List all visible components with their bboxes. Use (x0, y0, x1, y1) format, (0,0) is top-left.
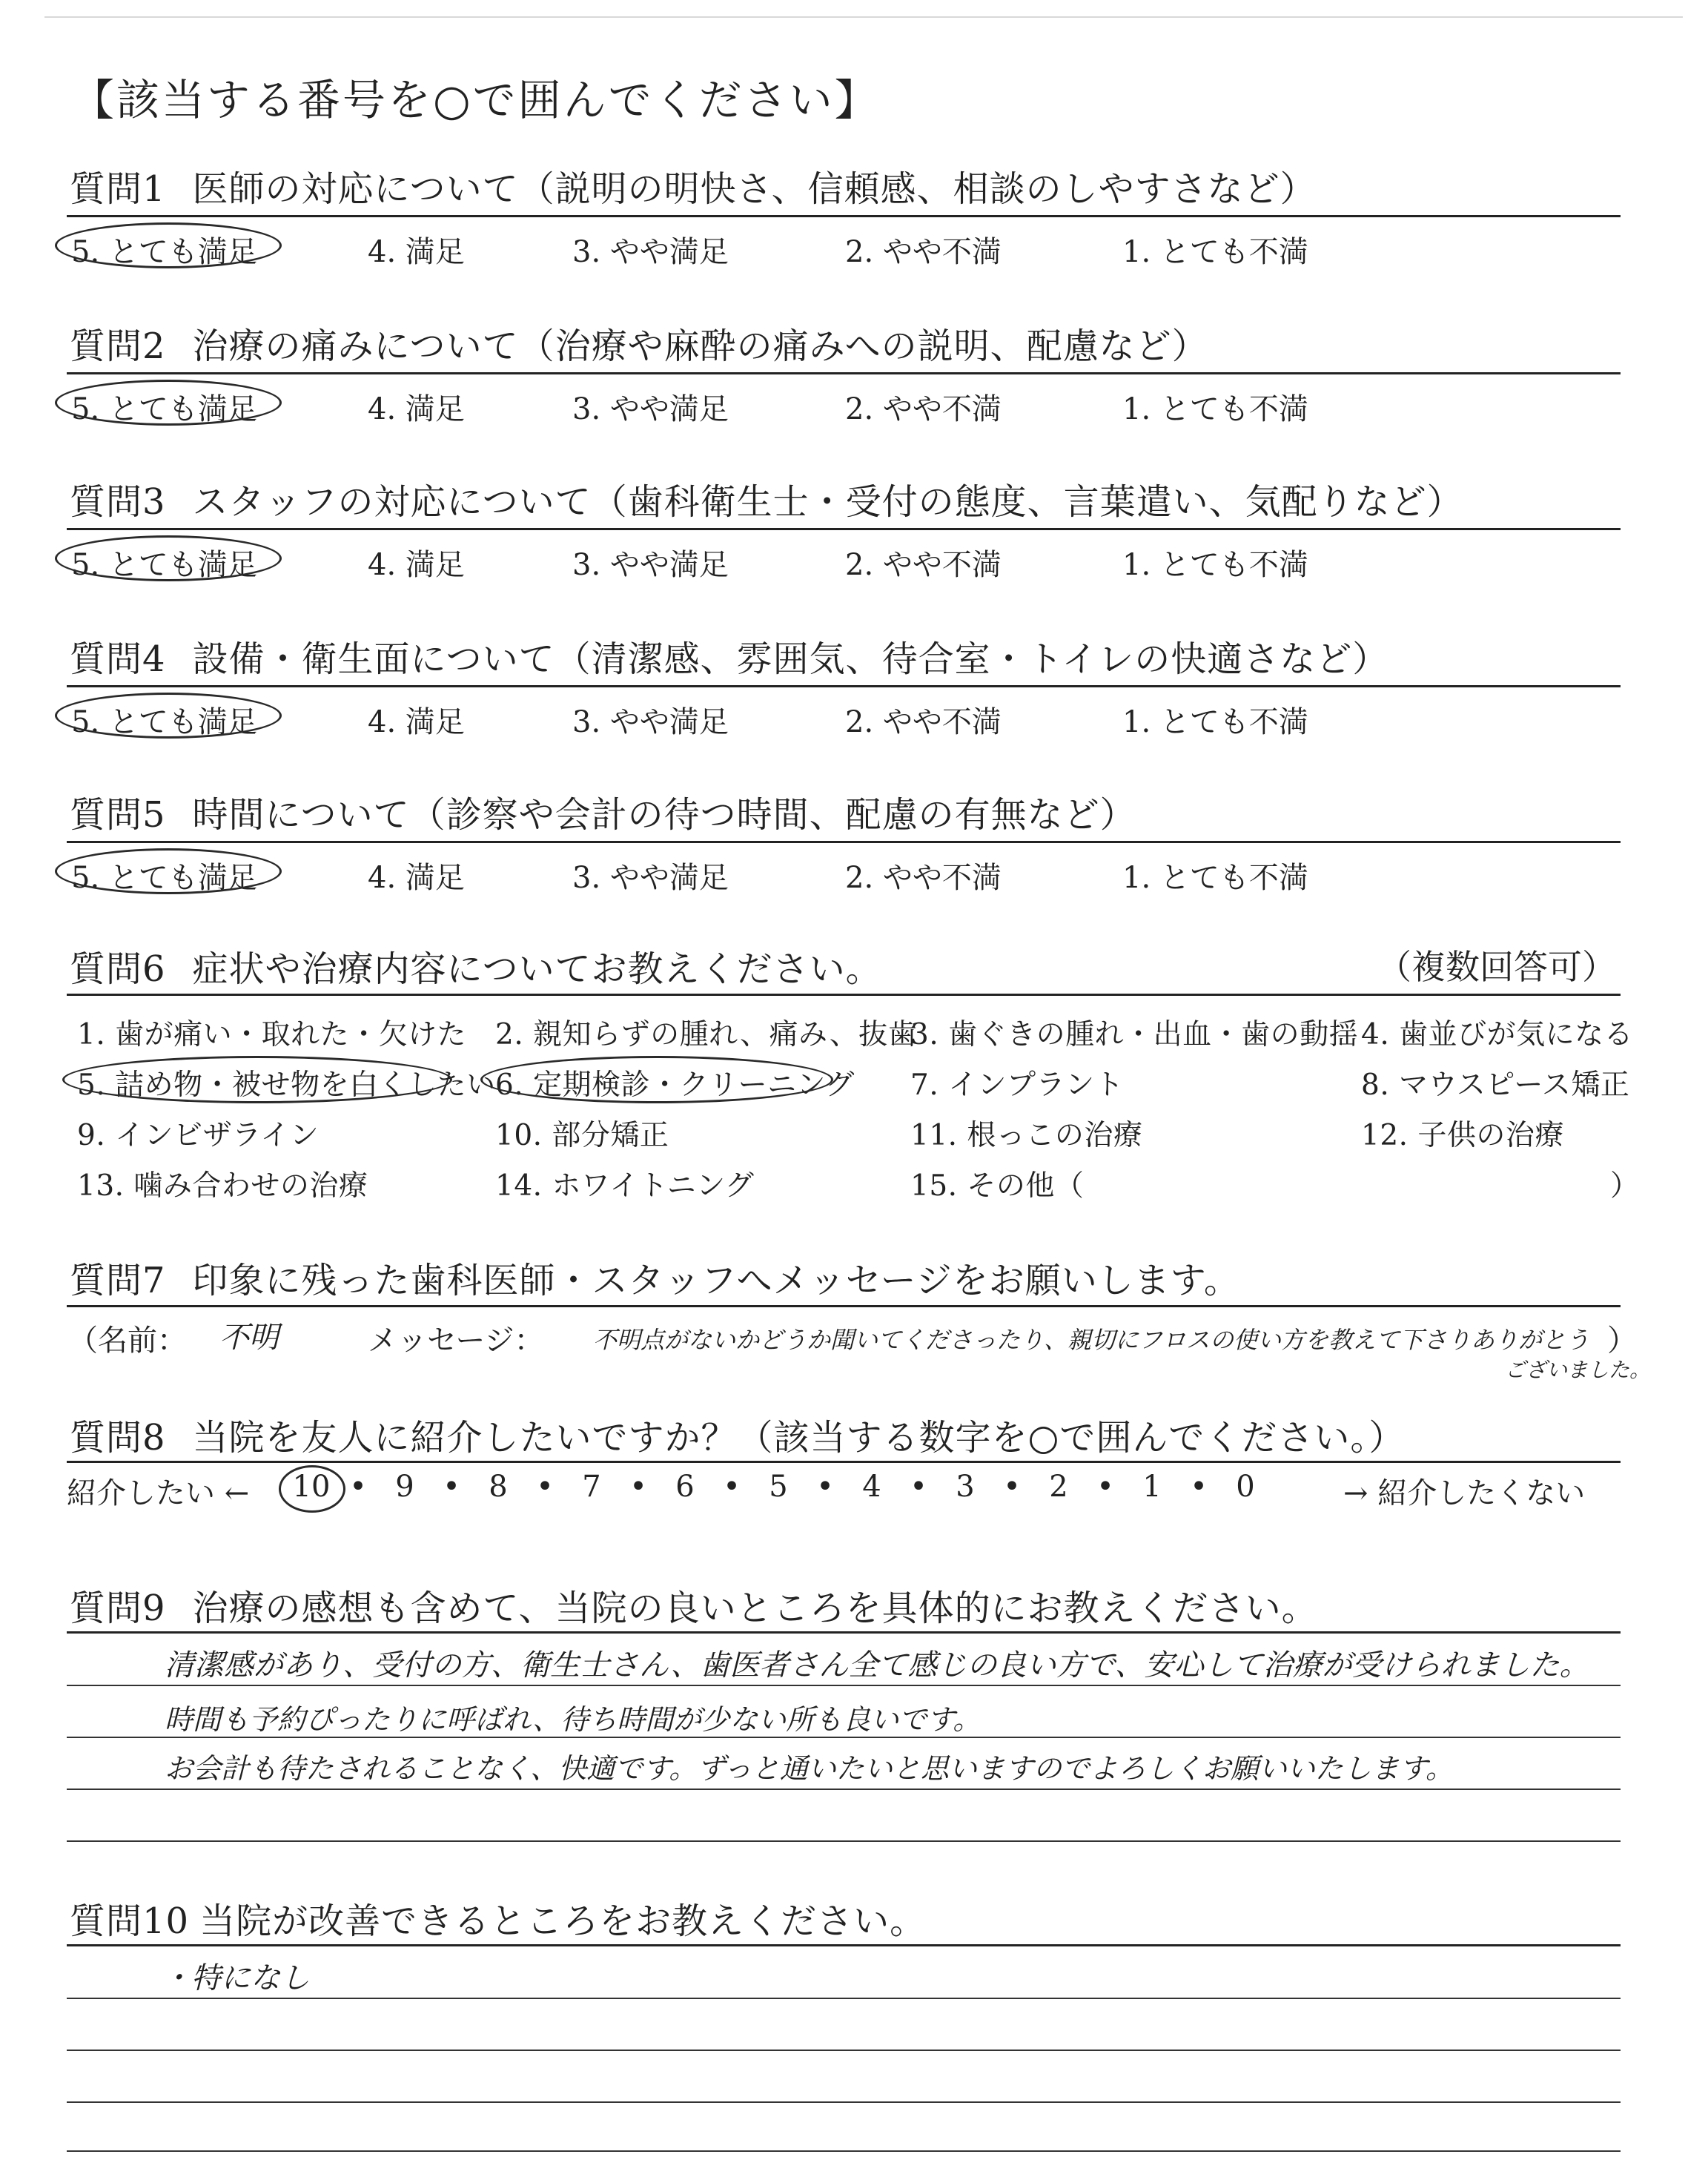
q8-scale-value[interactable]: 3 (956, 1470, 975, 1504)
q8-scale-separator: • (1096, 1470, 1114, 1504)
q6-option[interactable]: 9. インビザライン (77, 1119, 320, 1152)
q7-heading (70, 1252, 1240, 1303)
q6-option[interactable]: 10. 部分矯正 (495, 1119, 669, 1152)
q5-number: 質問5 (70, 794, 166, 836)
q1-option[interactable]: 2. やや不満 (845, 235, 1002, 269)
q3-option[interactable]: 4. 満足 (368, 548, 465, 582)
q3-option[interactable]: 1. とても不満 (1122, 548, 1308, 582)
q1-heading (70, 160, 1317, 211)
q4-option[interactable]: 3. やや満足 (572, 705, 729, 739)
q8-scale-value[interactable]: 9 (395, 1470, 414, 1504)
q8-scale-separator: • (910, 1470, 927, 1504)
q10-text: 当院が改善できるところをお教えください。 (199, 1900, 927, 1942)
q8-scale-separator: • (349, 1470, 367, 1504)
q6-option[interactable]: 14. ホワイトニング (495, 1169, 755, 1203)
q9-number: 質問9 (70, 1588, 166, 1629)
q6-option[interactable]: 1. 歯が痛い・取れた・欠けた (77, 1018, 467, 1051)
q2-option[interactable]: 4. 満足 (368, 392, 465, 426)
q1-option[interactable]: 1. とても不満 (1122, 235, 1308, 269)
q9-answer-line[interactable]: お会計も待たされることなく、快適です。ずっと通いたいと思いますのでよろしくお願いいたします。 (165, 1752, 1454, 1785)
q8-scale-value[interactable]: 7 (582, 1470, 601, 1504)
page-title: 【該当する番号を○で囲んでください】 (71, 75, 880, 125)
q2-option[interactable]: 1. とても不満 (1122, 392, 1308, 426)
q1-option[interactable]: 5. とても満足 (71, 235, 257, 269)
q1-option[interactable]: 3. やや満足 (572, 235, 729, 269)
q5-text: 時間について（診察や会計の待つ時間、配慮の有無など） (192, 794, 1136, 836)
q6-multi-note: （複数回答可） (1377, 947, 1616, 987)
q8-number: 質問8 (70, 1417, 166, 1459)
q4-text: 設備・衛生面について（清潔感、雰囲気、待合室・トイレの快適さなど） (192, 638, 1389, 680)
q8-scale-value[interactable]: 0 (1236, 1470, 1255, 1504)
q6-heading (70, 940, 882, 991)
q9-line (67, 1685, 1621, 1686)
q1-number: 質問1 (70, 168, 166, 210)
q2-option[interactable]: 2. やや不満 (845, 392, 1002, 426)
q7-message-line1[interactable]: 不明点がないかどうか聞いてくださったり、親切にフロスの使い方を教えて下さりありがとう (593, 1326, 1590, 1354)
q3-option[interactable]: 2. やや不満 (845, 548, 1002, 582)
q5-option[interactable]: 2. やや不満 (845, 861, 1002, 895)
q9-answer-line[interactable]: 時間も予約ぴったりに呼ばれ、待ち時間が少ない所も良いです。 (165, 1703, 982, 1736)
q5-heading (70, 786, 1136, 837)
selection-circle (55, 693, 282, 739)
q8-scale-separator: • (1003, 1470, 1021, 1504)
q8-scale-value[interactable]: 6 (675, 1470, 695, 1504)
q6-option[interactable]: 6. 定期検診・クリーニング (495, 1069, 855, 1102)
q10-rule (67, 1944, 1621, 1946)
q9-rule (67, 1631, 1621, 1634)
q8-left-label: 紹介したい ← (67, 1476, 250, 1510)
q3-rule (67, 528, 1621, 530)
q9-line (67, 1789, 1621, 1790)
q9-answer-line[interactable]: 清潔感があり、受付の方、衛生士さん、歯医者さん全て感じの良い方で、安心して治療が受けられました。 (165, 1648, 1589, 1682)
q2-option[interactable]: 3. やや満足 (572, 392, 729, 426)
q8-scale-separator: • (1190, 1470, 1208, 1504)
q8-heading (70, 1409, 1405, 1460)
q9-line (67, 1840, 1621, 1842)
q8-scale-separator: • (723, 1470, 741, 1504)
q1-option[interactable]: 4. 満足 (368, 235, 465, 269)
selection-circle (55, 380, 282, 426)
q6-option[interactable]: ） (1610, 1169, 1640, 1203)
q6-option[interactable]: 8. マウスピース矯正 (1361, 1069, 1630, 1102)
q8-scale-value[interactable]: 8 (489, 1470, 508, 1504)
q5-option[interactable]: 3. やや満足 (572, 861, 729, 895)
q4-option[interactable]: 1. とても不満 (1122, 705, 1308, 739)
scan-edge (44, 16, 1683, 18)
q2-rule (67, 372, 1621, 374)
q4-number: 質問4 (70, 638, 166, 680)
selection-circle (55, 222, 282, 268)
q3-number: 質問3 (70, 481, 166, 523)
q2-heading (70, 317, 1208, 369)
q10-line (67, 2050, 1621, 2051)
q3-heading (70, 473, 1463, 524)
q10-answer[interactable]: ・特になし (162, 1961, 310, 1995)
q3-option[interactable]: 5. とても満足 (71, 548, 257, 582)
q7-message-line2[interactable]: ございました。 (1505, 1358, 1651, 1382)
q6-option[interactable]: 13. 噛み合わせの治療 (77, 1169, 368, 1203)
q6-number: 質問6 (70, 948, 166, 990)
q6-option[interactable]: 5. 詰め物・被せ物を白くしたい (77, 1069, 496, 1102)
q8-scale-value[interactable]: 4 (862, 1470, 881, 1504)
q7-message-label: メッセージ： (368, 1324, 544, 1358)
q6-option[interactable]: 4. 歯並びが気になる (1361, 1018, 1634, 1051)
q7-close-paren: ） (1607, 1324, 1637, 1358)
q5-option[interactable]: 5. とても満足 (71, 861, 257, 895)
q8-scale-separator: • (816, 1470, 834, 1504)
q5-option[interactable]: 1. とても不満 (1122, 861, 1308, 895)
q7-name-label: （名前： (68, 1324, 187, 1358)
q2-number: 質問2 (70, 326, 166, 367)
q6-option[interactable]: 12. 子供の治療 (1361, 1119, 1564, 1152)
selection-circle (279, 1465, 345, 1513)
q9-heading (70, 1579, 1318, 1631)
selection-circle (55, 535, 282, 581)
q9-text: 治療の感想も含めて、当院の良いところを具体的にお教えください。 (192, 1588, 1318, 1629)
q6-option[interactable]: 2. 親知らずの腫れ、痛み、抜歯 (495, 1018, 918, 1051)
q4-option[interactable]: 5. とても満足 (71, 705, 257, 739)
q4-option[interactable]: 2. やや不満 (845, 705, 1002, 739)
q5-rule (67, 841, 1621, 843)
selection-circle (480, 1056, 833, 1103)
q6-option[interactable]: 7. インプラント (910, 1069, 1125, 1102)
q6-text: 症状や治療内容についてお教えください。 (192, 948, 882, 990)
q2-option[interactable]: 5. とても満足 (71, 392, 257, 426)
q8-right-label: → 紹介したくない (1343, 1476, 1586, 1510)
q8-scale-separator: • (536, 1470, 554, 1504)
q8-scale-separator: • (629, 1470, 647, 1504)
q7-text: 印象に残った歯科医師・スタッフへメッセージをお願いします。 (192, 1260, 1240, 1301)
q6-option[interactable]: 3. 歯ぐきの腫れ・出血・歯の動揺 (910, 1018, 1359, 1051)
q10-number: 質問10 (70, 1900, 190, 1942)
q1-text: 医師の対応について（説明の明快さ、信頼感、相談のしやすさなど） (192, 168, 1317, 210)
q4-rule (67, 685, 1621, 687)
q6-option[interactable]: 11. 根っこの治療 (910, 1119, 1143, 1152)
q8-text: 当院を友人に紹介したいですか？（該当する数字を○で囲んでください。） (192, 1417, 1406, 1459)
selection-circle (62, 1056, 452, 1103)
q7-rule (67, 1305, 1621, 1307)
q7-number: 質問7 (70, 1260, 166, 1301)
q8-scale-value[interactable]: 2 (1049, 1470, 1068, 1504)
q7-name-value[interactable]: 不明 (219, 1321, 279, 1355)
q8-scale-separator: • (443, 1470, 460, 1504)
q4-option[interactable]: 4. 満足 (368, 705, 465, 739)
q6-rule (67, 994, 1621, 996)
q1-rule (67, 215, 1621, 217)
q10-line (67, 2150, 1621, 2152)
q10-line (67, 1998, 1621, 1999)
q3-text: スタッフの対応について（歯科衛生士・受付の態度、言葉遣い、気配りなど） (192, 481, 1463, 523)
q8-scale-value[interactable]: 10 (292, 1470, 331, 1504)
q4-heading (70, 630, 1388, 681)
selection-circle (55, 848, 282, 894)
q10-heading (70, 1892, 926, 1943)
q8-rule (67, 1461, 1621, 1463)
q8-scale-value[interactable]: 5 (769, 1470, 788, 1504)
q8-scale-value[interactable]: 1 (1142, 1470, 1162, 1504)
q10-line (67, 2101, 1621, 2103)
q3-option[interactable]: 3. やや満足 (572, 548, 729, 582)
q5-option[interactable]: 4. 満足 (368, 861, 465, 895)
q6-option[interactable]: 15. その他（ (910, 1169, 1085, 1203)
q2-text: 治療の痛みについて（治療や麻酔の痛みへの説明、配慮など） (192, 326, 1208, 367)
